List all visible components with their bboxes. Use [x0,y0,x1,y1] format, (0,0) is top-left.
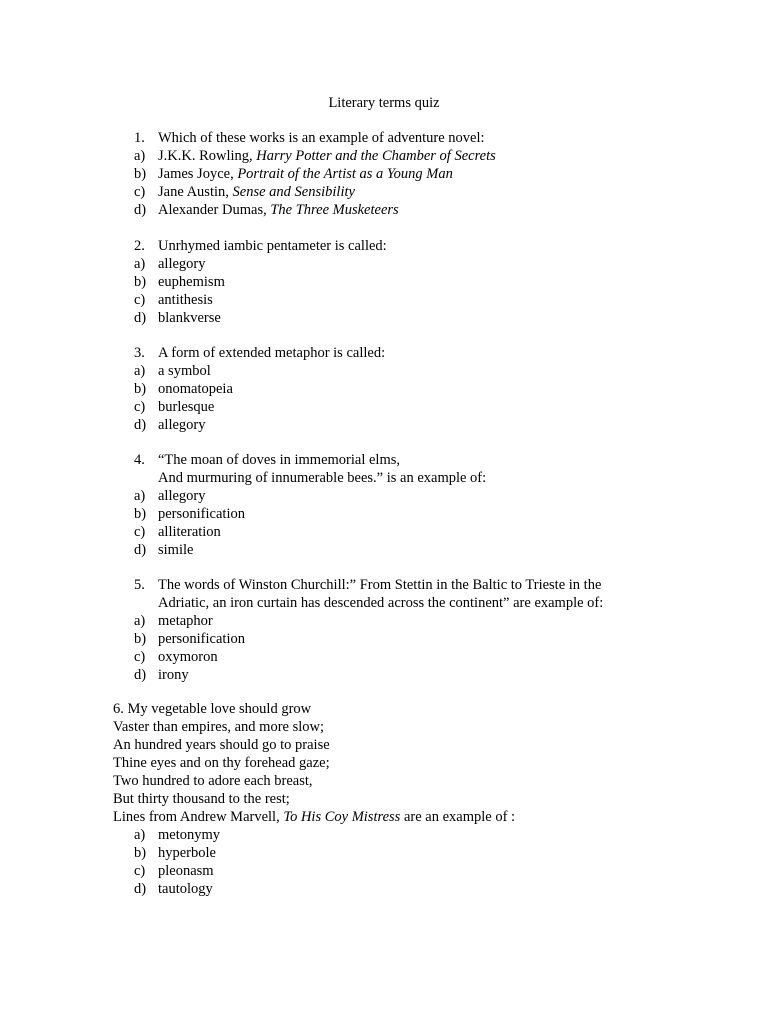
option-letter: a) [134,827,146,843]
answer-option [134,380,654,398]
option-text: personification [158,506,245,522]
option-text: blankverse [158,310,221,326]
option-text: simile [158,542,194,558]
option-letter: a) [134,613,146,629]
answer-option [134,612,654,630]
option-author: Alexander Dumas, [158,202,271,218]
question-text: A form of extended metaphor is called: [158,345,386,361]
question-6 [113,700,673,898]
question-5 [134,576,654,684]
poem-line: Thine eyes and on thy forehead gaze; [113,755,330,771]
question-prompt [134,576,654,594]
question-prompt-continued [134,469,654,487]
question-text: The words of Winston Churchill:” From Stettin in the Baltic to Trieste in the [158,577,602,593]
answer-option [134,630,654,648]
option-text: allegory [158,256,206,272]
option-letter: c) [134,399,146,415]
option-letter: d) [134,881,147,897]
poem-line: Vaster than empires, and more slow; [113,719,325,735]
option-letter: b) [134,845,147,861]
question-prompt-continued [134,594,654,612]
question-number: 5. [134,577,145,593]
answer-option [134,666,654,684]
answer-option [134,398,654,416]
question-prompt [134,237,654,255]
option-text: metonymy [158,827,221,843]
answer-option [134,487,654,505]
option-letter: a) [134,363,146,379]
answer-option [134,309,654,327]
option-author: Jane Austin, [158,184,233,200]
question-1 [134,129,654,219]
question-number: 2. [134,238,145,254]
question-3 [134,344,654,434]
option-letter: c) [134,292,146,308]
option-text: allegory [158,417,206,433]
question-prompt [134,344,654,362]
option-letter: c) [134,524,146,540]
option-letter: a) [134,256,146,272]
answer-option [134,255,654,273]
question-prompt [134,451,654,469]
answer-option [134,844,694,862]
option-text: tautology [158,881,213,897]
answer-option [134,648,654,666]
answer-option [134,523,654,541]
option-letter: b) [134,381,147,397]
option-letter: b) [134,631,147,647]
question-text: Adriatic, an iron curtain has descended across the continent” are example of: [158,595,604,611]
question-number: 4. [134,452,145,468]
question-text: Unrhymed iambic pentameter is called: [158,238,387,254]
option-text: a symbol [158,363,211,379]
attribution-prefix: Lines from Andrew Marvell, [113,809,284,825]
option-work-title: Harry Potter and the Chamber of Secrets [256,148,496,164]
question-4 [134,451,654,559]
answer-option [134,362,654,380]
question-text: “The moan of doves in immemorial elms, [158,452,401,468]
option-text: oxymoron [158,649,218,665]
answer-option [134,541,654,559]
option-work-title: Sense and Sensibility [232,184,355,200]
option-letter: c) [134,184,146,200]
answer-option [134,880,694,898]
option-work-title: Portrait of the Artist as a Young Man [237,166,453,182]
question-number: 3. [134,345,145,361]
option-letter: d) [134,417,147,433]
question-text: Which of these works is an example of adventure novel: [158,130,485,146]
answer-option [134,416,654,434]
question-number: 1. [134,130,145,146]
option-letter: c) [134,649,146,665]
page-title: Literary terms quiz [328,95,440,111]
poem-line: An hundred years should go to praise [113,737,330,753]
option-text: burlesque [158,399,215,415]
attribution-suffix: are an example of : [400,809,516,825]
option-work-title: The Three Musketeers [270,202,399,218]
option-text: hyperbole [158,845,216,861]
option-letter: d) [134,202,147,218]
answer-option [134,165,654,183]
option-letter: c) [134,863,146,879]
answer-option [134,826,694,844]
option-text: alliteration [158,524,221,540]
option-letter: d) [134,667,147,683]
option-letter: d) [134,542,147,558]
option-letter: b) [134,166,147,182]
poem-line: 6. My vegetable love should grow [113,701,312,717]
question-prompt [134,129,654,147]
option-text: personification [158,631,245,647]
answer-option [134,505,654,523]
option-text: euphemism [158,274,225,290]
option-text: metaphor [158,613,213,629]
question-text: And murmuring of innumerable bees.” is an example of: [158,470,487,486]
option-letter: a) [134,148,146,164]
answer-options [134,826,694,898]
attribution-work-title: To His Coy Mistress [283,809,401,825]
option-letter: d) [134,310,147,326]
option-text: allegory [158,488,206,504]
option-text: pleonasm [158,863,214,879]
option-letter: a) [134,488,146,504]
answer-option [134,201,654,219]
poem-line: But thirty thousand to the rest; [113,791,290,807]
answer-option [134,273,654,291]
option-author: James Joyce, [158,166,238,182]
answer-option [134,291,654,309]
question-2 [134,237,654,327]
answer-option [134,183,654,201]
attribution-line [113,808,673,826]
option-text: antithesis [158,292,213,308]
option-text: onomatopeia [158,381,233,397]
option-author: J.K.K. Rowling, [158,148,257,164]
answer-option [134,862,694,880]
option-text: irony [158,667,189,683]
option-letter: b) [134,274,147,290]
poem-line: Two hundred to adore each breast, [113,773,313,789]
answer-option [134,147,654,165]
option-letter: b) [134,506,147,522]
